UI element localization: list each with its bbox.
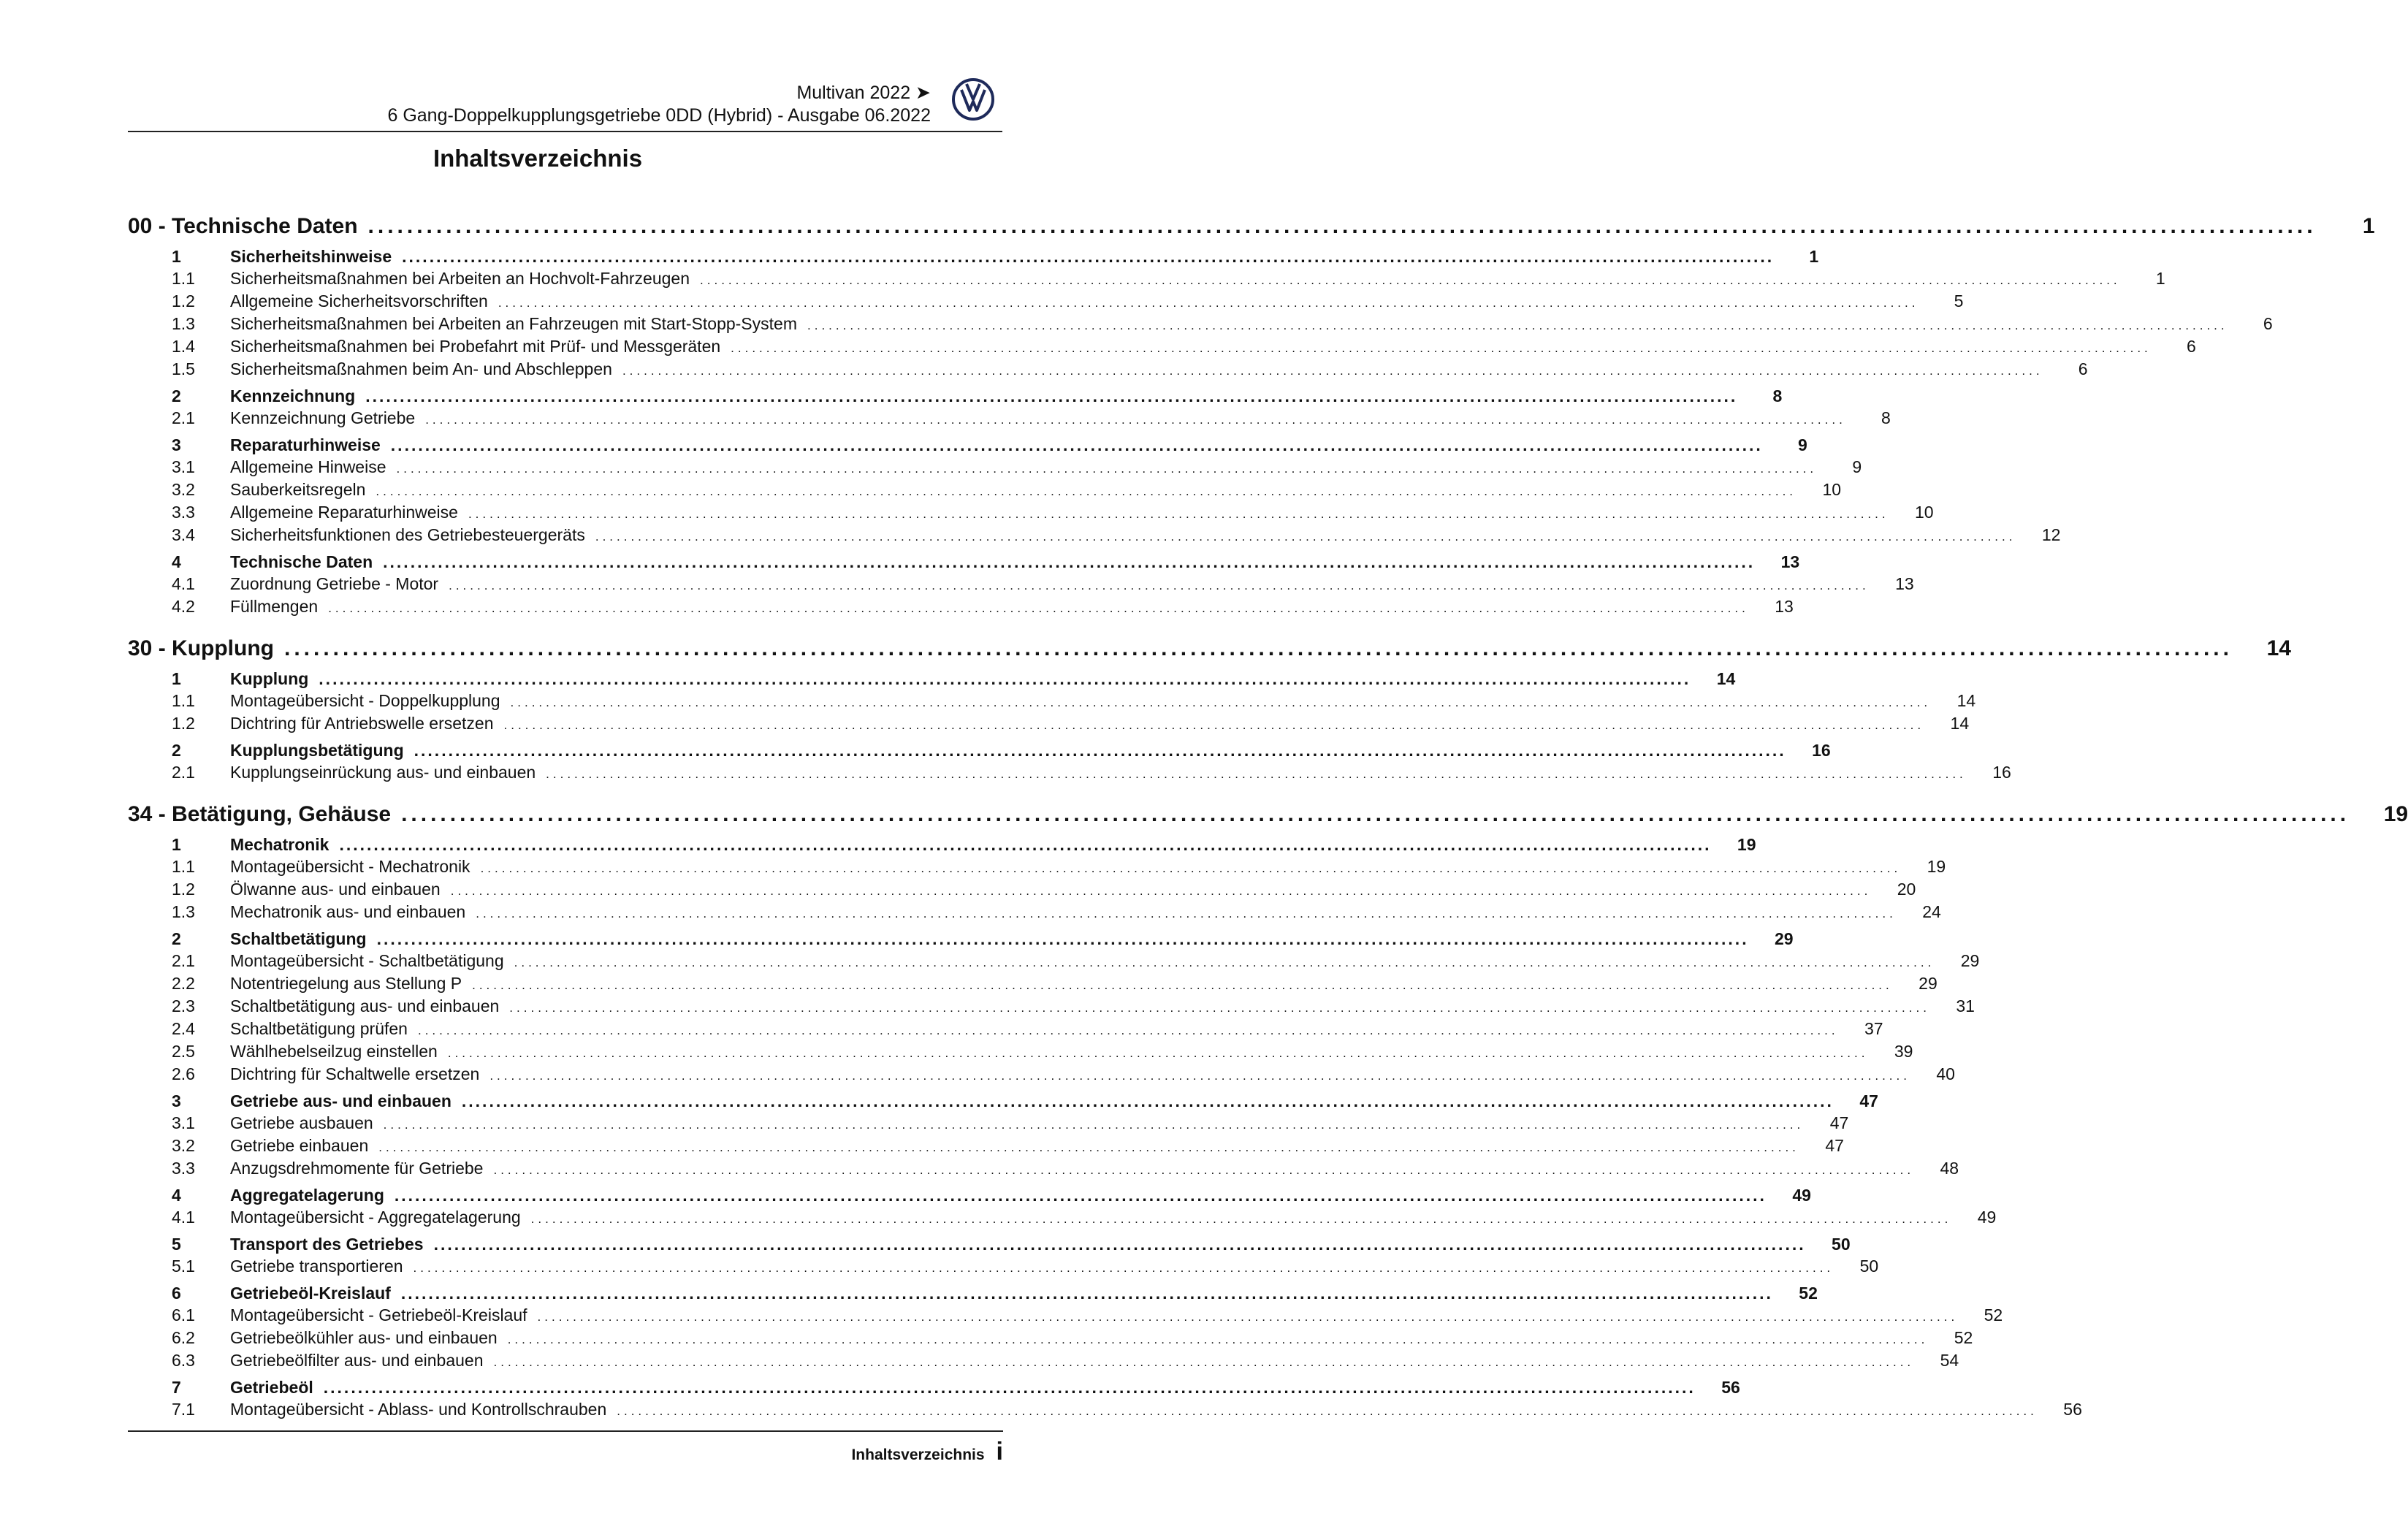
- entry-page: 48: [1940, 1159, 1959, 1178]
- entry-number: 1.1: [172, 691, 195, 710]
- page-title: Inhaltsverzeichnis: [433, 145, 643, 172]
- toc-subsection[interactable]: [128, 691, 1976, 714]
- vw-logo-icon: [951, 77, 995, 121]
- toc-chapter[interactable]: [128, 633, 2291, 665]
- entry-page: 19: [1737, 835, 1756, 854]
- entry-page: 56: [2063, 1400, 2082, 1419]
- toc-subsection[interactable]: [128, 1351, 1959, 1373]
- toc-subsection[interactable]: [128, 480, 1842, 503]
- dot-leader: ........................................................................................................................................................................................................: [480, 861, 1902, 875]
- toc-subsection[interactable]: [128, 525, 2061, 548]
- entry-page: 13: [1780, 552, 1800, 571]
- toc-section[interactable]: [128, 1235, 1851, 1257]
- entry-page: 5: [1954, 291, 1964, 310]
- toc-section[interactable]: [128, 1284, 1818, 1305]
- toc-subsection[interactable]: [128, 857, 1946, 880]
- toc-section[interactable]: [128, 1378, 1740, 1400]
- entry-number: 4.1: [172, 1208, 195, 1227]
- entry-number: 3.3: [172, 1159, 195, 1178]
- entry-number: 1.1: [172, 269, 195, 288]
- entry-title: 30 - Kupplung: [128, 636, 274, 660]
- entry-title: Getriebe ausbauen: [230, 1113, 373, 1132]
- toc-section[interactable]: [128, 741, 1831, 763]
- dot-leader: ........................................................................................................................................................................................................: [390, 435, 1763, 454]
- dot-leader: ........................................................................................................................................................................................................: [417, 1023, 1839, 1037]
- entry-title: Zuordnung Getriebe - Motor: [230, 574, 439, 593]
- entry-title: Kennzeichnung: [230, 386, 356, 405]
- entry-page: 6: [2078, 359, 2088, 378]
- dot-leader: ........................................................................................................................................................................................................: [622, 364, 2043, 378]
- entry-page: 9: [1798, 435, 1807, 454]
- entry-title: Montageübersicht - Doppelkupplung: [230, 691, 500, 710]
- toc-subsection[interactable]: [128, 597, 1794, 620]
- table-of-contents: [128, 205, 2408, 1422]
- entry-title: Ölwanne aus- und einbauen: [230, 880, 441, 899]
- entry-title: Montageübersicht - Schaltbetätigung: [230, 951, 504, 970]
- toc-subsection[interactable]: [128, 1113, 1849, 1136]
- entry-page: 50: [1859, 1257, 1879, 1276]
- dot-leader: ........................................................................................................................................................................................................: [433, 1235, 1806, 1254]
- entry-page: 40: [1936, 1064, 1955, 1083]
- entry-number: 3: [172, 1091, 181, 1110]
- dot-leader: ........................................................................................................................................................................................................: [283, 636, 2233, 660]
- entry-page: 13: [1895, 574, 1914, 593]
- dot-leader: ........................................................................................................................................................................................................: [378, 1140, 1799, 1154]
- toc-subsection[interactable]: [128, 457, 1862, 480]
- header-subtitle: 6 Gang-Doppelkupplungsgetriebe 0DD (Hybrid) - Ausgabe 06.2022: [387, 105, 931, 126]
- dot-leader: ........................................................................................................................................................................................................: [507, 1333, 1929, 1346]
- dot-leader: ........................................................................................................................................................................................................: [807, 319, 2228, 332]
- entry-title: Technische Daten: [230, 552, 373, 571]
- entry-page: 6: [2263, 314, 2273, 333]
- dot-leader: ........................................................................................................................................................................................................: [537, 1310, 1959, 1324]
- entry-page: 1: [1809, 247, 1819, 266]
- dot-leader: ........................................................................................................................................................................................................: [414, 741, 1786, 760]
- toc-subsection[interactable]: [128, 902, 1941, 925]
- entry-title: Sicherheitsmaßnahmen bei Arbeiten an Hochvolt-Fahrzeugen: [230, 269, 690, 288]
- dot-leader: ........................................................................................................................................................................................................: [489, 1069, 1910, 1083]
- entry-page: 8: [1881, 408, 1891, 427]
- entry-title: Sicherheitsmaßnahmen beim An- und Abschleppen: [230, 359, 612, 378]
- dot-leader: ........................................................................................................................................................................................................: [493, 1163, 1915, 1177]
- toc-section[interactable]: [128, 669, 1736, 691]
- toc-subsection[interactable]: [128, 503, 1934, 525]
- entry-page: 37: [1864, 1019, 1883, 1038]
- entry-title: Kennzeichnung Getriebe: [230, 408, 416, 427]
- dot-leader: ........................................................................................................................................................................................................: [396, 462, 1818, 476]
- entry-title: Sauberkeitsregeln: [230, 480, 366, 499]
- entry-title: Mechatronik aus- und einbauen: [230, 902, 466, 921]
- entry-page: 49: [1792, 1186, 1811, 1205]
- footer-label: Inhaltsverzeichnis: [851, 1446, 985, 1463]
- entry-page: 52: [1799, 1284, 1818, 1303]
- entry-title: Dichtring für Antriebswelle ersetzen: [230, 714, 494, 733]
- header-text: [387, 82, 931, 127]
- toc-section[interactable]: [128, 247, 1819, 269]
- toc-subsection[interactable]: [128, 1064, 1955, 1087]
- entry-number: 1: [172, 835, 181, 854]
- toc-section[interactable]: [128, 1091, 1878, 1113]
- dot-leader: ........................................................................................................................................................................................................: [450, 884, 1872, 898]
- dot-leader: ........................................................................................................................................................................................................: [472, 978, 1893, 992]
- entry-title: Mechatronik: [230, 835, 329, 854]
- entry-page: 14: [1716, 669, 1736, 688]
- entry-page: 49: [1977, 1208, 1997, 1227]
- entry-number: 3: [172, 435, 181, 454]
- entry-page: 9: [1852, 457, 1862, 476]
- entry-title: Aggregatelagerung: [230, 1186, 384, 1205]
- entry-page: 14: [1956, 691, 1976, 710]
- entry-number: 2.1: [172, 408, 195, 427]
- dot-leader: ........................................................................................................................................................................................................: [546, 767, 1967, 781]
- entry-page: 12: [2041, 525, 2061, 544]
- entry-page: 10: [1915, 503, 1934, 522]
- entry-number: 3.1: [172, 1113, 195, 1132]
- entry-title: Allgemeine Sicherheitsvorschriften: [230, 291, 488, 310]
- dot-leader: ........................................................................................................................................................................................................: [328, 601, 1749, 615]
- footer-page-number: i: [996, 1438, 1003, 1465]
- entry-page: 39: [1894, 1042, 1913, 1061]
- entry-page: 29: [1775, 929, 1794, 948]
- toc-subsection[interactable]: [128, 1257, 1879, 1279]
- dot-leader: ........................................................................................................................................................................................................: [503, 718, 1925, 732]
- entry-title: Allgemeine Reparaturhinweise: [230, 503, 458, 522]
- toc-section[interactable]: [128, 386, 1783, 408]
- entry-number: 5: [172, 1235, 181, 1254]
- entry-title: Getriebe transportieren: [230, 1257, 403, 1276]
- toc-section[interactable]: [128, 929, 1794, 951]
- entry-number: 7: [172, 1378, 181, 1397]
- dot-leader: ........................................................................................................................................................................................................: [413, 1261, 1834, 1275]
- dot-leader: ........................................................................................................................................................................................................: [402, 247, 1775, 266]
- entry-page: 6: [2187, 337, 2196, 356]
- dot-leader: ........................................................................................................................................................................................................: [476, 907, 1897, 920]
- entry-title: Dichtring für Schaltwelle ersetzen: [230, 1064, 480, 1083]
- entry-title: Kupplung: [230, 669, 309, 688]
- entry-title: Kupplungseinrückung aus- und einbauen: [230, 763, 536, 782]
- entry-title: Anzugsdrehmomente für Getriebe: [230, 1159, 484, 1178]
- dot-leader: ........................................................................................................................................................................................................: [510, 695, 1932, 709]
- dot-leader: ........................................................................................................................................................................................................: [365, 386, 1738, 405]
- dot-leader: ........................................................................................................................................................................................................: [394, 1186, 1767, 1205]
- toc-subsection[interactable]: [128, 1019, 1883, 1042]
- entry-number: 1.2: [172, 714, 195, 733]
- dot-leader: ........................................................................................................................................................................................................: [731, 341, 2152, 355]
- entry-title: Sicherheitsmaßnahmen bei Arbeiten an Fahrzeugen mit Start-Stopp-System: [230, 314, 797, 333]
- toc-subsection[interactable]: [128, 1042, 1913, 1064]
- entry-number: 2.1: [172, 951, 195, 970]
- entry-number: 6.2: [172, 1328, 195, 1347]
- entry-number: 6.1: [172, 1305, 195, 1324]
- entry-title: Montageübersicht - Aggregatelagerung: [230, 1208, 521, 1227]
- entry-number: 4.1: [172, 574, 195, 593]
- entry-title: Getriebeöl: [230, 1378, 313, 1397]
- entry-page: 16: [1992, 763, 2011, 782]
- entry-title: Kupplungsbetätigung: [230, 741, 404, 760]
- entry-number: 1: [172, 247, 181, 266]
- dot-leader: ........................................................................................................................................................................................................: [376, 929, 1749, 948]
- entry-number: 3.3: [172, 503, 195, 522]
- toc-subsection[interactable]: [128, 337, 2196, 359]
- entry-number: 1.3: [172, 902, 195, 921]
- entry-page: 19: [2383, 802, 2408, 826]
- entry-number: 2.6: [172, 1064, 195, 1083]
- toc-subsection[interactable]: [128, 996, 1975, 1019]
- header-divider: [128, 131, 1002, 132]
- toc-subsection[interactable]: [128, 359, 2088, 382]
- entry-page: 13: [1775, 597, 1794, 616]
- entry-title: Schaltbetätigung: [230, 929, 367, 948]
- entry-page: 31: [1956, 996, 1975, 1015]
- entry-number: 2.5: [172, 1042, 195, 1061]
- entry-title: Sicherheitsfunktionen des Getriebesteuergeräts: [230, 525, 585, 544]
- entry-title: Allgemeine Hinweise: [230, 457, 386, 476]
- entry-title: 34 - Betätigung, Gehäuse: [128, 802, 392, 826]
- entry-number: 3.1: [172, 457, 195, 476]
- entry-number: 2: [172, 929, 181, 948]
- entry-title: Füllmengen: [230, 597, 319, 616]
- entry-number: 2.4: [172, 1019, 195, 1038]
- toc-section[interactable]: [128, 835, 1756, 857]
- dot-leader: ........................................................................................................................................................................................................: [319, 669, 1691, 688]
- toc-subsection[interactable]: [128, 1305, 2003, 1328]
- toc-subsection[interactable]: [128, 714, 1970, 736]
- entry-title: Getriebeölfilter aus- und einbauen: [230, 1351, 484, 1370]
- entry-title: Montageübersicht - Mechatronik: [230, 857, 470, 876]
- toc-subsection[interactable]: [128, 291, 1964, 314]
- entry-number: 1.1: [172, 857, 195, 876]
- dot-leader: ........................................................................................................................................................................................................: [447, 1046, 1869, 1060]
- entry-number: 7.1: [172, 1400, 195, 1419]
- entry-title: Sicherheitsmaßnahmen bei Probefahrt mit Prüf- und Messgeräten: [230, 337, 721, 356]
- entry-page: 29: [1919, 974, 1938, 993]
- toc-subsection[interactable]: [128, 880, 1916, 902]
- entry-number: 4: [172, 1186, 181, 1205]
- entry-number: 4.2: [172, 597, 195, 616]
- dot-leader: ........................................................................................................................................................................................................: [617, 1404, 2038, 1418]
- entry-number: 6: [172, 1284, 181, 1303]
- dot-leader: ........................................................................................................................................................................................................: [400, 1284, 1773, 1303]
- entry-title: 00 - Technische Daten: [128, 214, 358, 238]
- entry-page: 54: [1940, 1351, 1959, 1370]
- entry-title: Notentriegelung aus Stellung P: [230, 974, 462, 993]
- entry-number: 6.3: [172, 1351, 195, 1370]
- toc-subsection[interactable]: [128, 763, 2011, 785]
- header-model: Multivan 2022 ➤: [796, 83, 931, 103]
- entry-title: Transport des Getriebes: [230, 1235, 424, 1254]
- entry-title: Getriebeölkühler aus- und einbauen: [230, 1328, 498, 1347]
- dot-leader: ........................................................................................................................................................................................................: [425, 413, 1846, 427]
- entry-page: 19: [1927, 857, 1946, 876]
- entry-number: 1.2: [172, 291, 195, 310]
- toc-subsection[interactable]: [128, 314, 2273, 337]
- entry-page: 52: [1984, 1305, 2003, 1324]
- entry-title: Getriebe einbauen: [230, 1136, 369, 1155]
- toc-subsection[interactable]: [128, 1208, 1997, 1230]
- dot-leader: ........................................................................................................................................................................................................: [493, 1355, 1915, 1369]
- entry-number: 2.2: [172, 974, 195, 993]
- entry-title: Getriebeöl-Kreislauf: [230, 1284, 391, 1303]
- entry-number: 1.4: [172, 337, 195, 356]
- entry-number: 3.2: [172, 480, 195, 499]
- dot-leader: ........................................................................................................................................................................................................: [367, 214, 2317, 238]
- toc-section[interactable]: [128, 1186, 1811, 1208]
- dot-leader: ........................................................................................................................................................................................................: [461, 1091, 1834, 1110]
- entry-number: 3.2: [172, 1136, 195, 1155]
- entry-title: Schaltbetätigung prüfen: [230, 1019, 408, 1038]
- entry-page: 14: [2266, 636, 2291, 660]
- toc-subsection[interactable]: [128, 1136, 1844, 1159]
- entry-title: Montageübersicht - Ablass- und Kontrollschrauben: [230, 1400, 607, 1419]
- entry-title: Reparaturhinweise: [230, 435, 381, 454]
- entry-number: 1.3: [172, 314, 195, 333]
- entry-page: 1: [2155, 269, 2165, 288]
- dot-leader: ........................................................................................................................................................................................................: [468, 507, 1889, 521]
- entry-title: Getriebe aus- und einbauen: [230, 1091, 452, 1110]
- toc-subsection[interactable]: [128, 1400, 2082, 1422]
- dot-leader: ........................................................................................................................................................................................................: [509, 1001, 1930, 1015]
- dot-leader: ........................................................................................................................................................................................................: [498, 296, 1919, 310]
- entry-page: 56: [1721, 1378, 1740, 1397]
- dot-leader: ........................................................................................................................................................................................................: [383, 1118, 1805, 1132]
- toc-subsection[interactable]: [128, 1328, 1973, 1351]
- entry-number: 3.4: [172, 525, 195, 544]
- page-footer: [851, 1438, 1003, 1466]
- toc-subsection[interactable]: [128, 408, 1891, 431]
- dot-leader: ........................................................................................................................................................................................................: [339, 835, 1712, 854]
- toc-chapter[interactable]: [128, 210, 2375, 243]
- toc-subsection[interactable]: [128, 574, 1914, 597]
- toc-section[interactable]: [128, 435, 1807, 457]
- entry-page: 47: [1859, 1091, 1878, 1110]
- entry-number: 1.5: [172, 359, 195, 378]
- entry-number: 1: [172, 669, 181, 688]
- entry-title: Wählhebelseilzug einstellen: [230, 1042, 438, 1061]
- entry-page: 50: [1832, 1235, 1851, 1254]
- toc-subsection[interactable]: [128, 1159, 1959, 1181]
- entry-page: 1: [2362, 214, 2375, 238]
- dot-leader: ........................................................................................................................................................................................................: [514, 956, 1935, 969]
- entry-number: 1.2: [172, 880, 195, 899]
- dot-leader: ........................................................................................................................................................................................................: [449, 579, 1870, 592]
- chapter-gap: [128, 620, 1003, 627]
- toc-subsection[interactable]: [128, 951, 1980, 974]
- chapter-gap: [128, 785, 1003, 793]
- entry-number: 5.1: [172, 1257, 195, 1276]
- dot-leader: ........................................................................................................................................................................................................: [530, 1212, 1952, 1226]
- entry-number: 4: [172, 552, 181, 571]
- footer-divider: [128, 1430, 1003, 1432]
- toc-subsection[interactable]: [128, 974, 1938, 996]
- dot-leader: ........................................................................................................................................................................................................: [376, 484, 1797, 498]
- entry-page: 8: [1772, 386, 1783, 405]
- dot-leader: ........................................................................................................................................................................................................: [700, 273, 2121, 287]
- entry-page: 20: [1897, 880, 1916, 899]
- entry-page: 10: [1822, 480, 1842, 499]
- entry-page: 16: [1812, 741, 1831, 760]
- entry-number: 2.3: [172, 996, 195, 1015]
- entry-title: Montageübersicht - Getriebeöl-Kreislauf: [230, 1305, 527, 1324]
- entry-number: 2.1: [172, 763, 195, 782]
- entry-page: 47: [1825, 1136, 1844, 1155]
- toc-section[interactable]: [128, 552, 1800, 574]
- toc-chapter[interactable]: [128, 798, 2408, 831]
- dot-leader: ........................................................................................................................................................................................................: [383, 552, 1756, 571]
- entry-page: 24: [1922, 902, 1941, 921]
- entry-title: Schaltbetätigung aus- und einbauen: [230, 996, 500, 1015]
- entry-number: 2: [172, 386, 181, 405]
- entry-page: 29: [1960, 951, 1980, 970]
- entry-page: 47: [1829, 1113, 1849, 1132]
- entry-number: 2: [172, 741, 181, 760]
- entry-title: Sicherheitshinweise: [230, 247, 392, 266]
- entry-page: 14: [1950, 714, 1970, 733]
- entry-page: 52: [1954, 1328, 1973, 1347]
- dot-leader: ........................................................................................................................................................................................................: [323, 1378, 1696, 1397]
- dot-leader: ........................................................................................................................................................................................................: [401, 802, 2350, 826]
- toc-subsection[interactable]: [128, 269, 2165, 291]
- dot-leader: ........................................................................................................................................................................................................: [595, 530, 2016, 544]
